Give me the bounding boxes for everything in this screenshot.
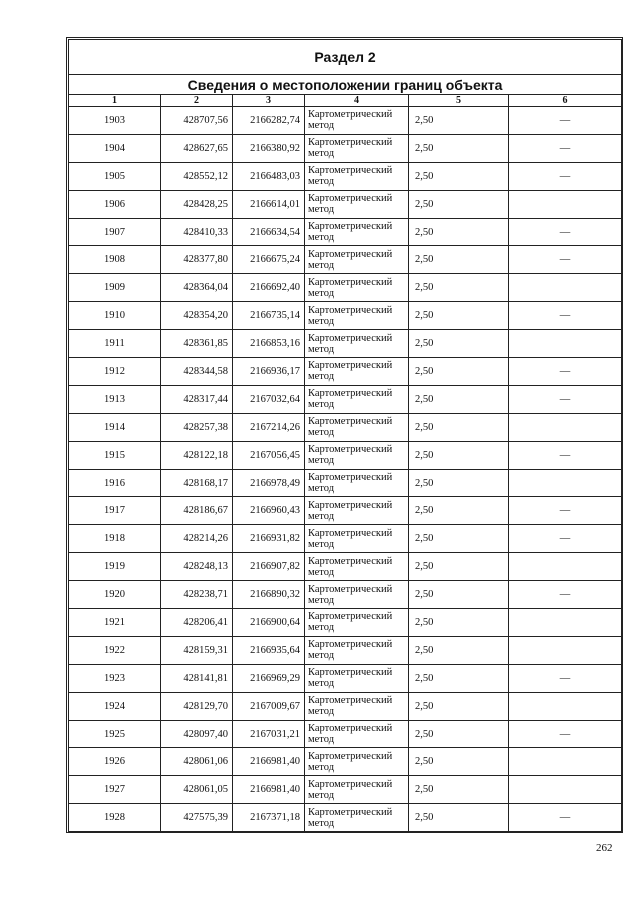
method-cell: Картометрический метод [305,553,409,581]
point-number-cell: 1920 [69,581,161,609]
accuracy-cell: 2,50 [409,330,509,358]
section-title: Раздел 2 [69,40,622,75]
accuracy-cell: 2,50 [409,190,509,218]
x-coordinate-cell: 428168,17 [161,469,233,497]
point-number-cell: 1908 [69,246,161,274]
table-row [69,609,622,637]
method-cell: Картометрический метод [305,246,409,274]
accuracy-cell: 2,50 [409,497,509,525]
point-number-cell: 1926 [69,748,161,776]
method-cell: Картометрический метод [305,525,409,553]
accuracy-cell: 2,50 [409,302,509,330]
y-coordinate-cell: 2166634,54 [233,218,305,246]
table-row [69,274,622,302]
method-cell: Картометрический метод [305,441,409,469]
note-cell: — [509,804,622,832]
method-cell: Картометрический метод [305,720,409,748]
method-cell: Картометрический метод [305,413,409,441]
table-row [69,553,622,581]
note-cell: — [509,218,622,246]
note-cell [509,609,622,637]
method-cell: Картометрический метод [305,190,409,218]
note-cell: — [509,385,622,413]
y-coordinate-cell: 2166978,49 [233,469,305,497]
x-coordinate-cell: 428364,04 [161,274,233,302]
y-coordinate-cell: 2166483,03 [233,162,305,190]
accuracy-cell: 2,50 [409,664,509,692]
y-coordinate-cell: 2166614,01 [233,190,305,218]
point-number-cell: 1912 [69,358,161,386]
x-coordinate-cell: 428707,56 [161,107,233,135]
x-coordinate-cell: 428248,13 [161,553,233,581]
accuracy-cell: 2,50 [409,246,509,274]
point-number-cell: 1913 [69,385,161,413]
point-number-cell: 1916 [69,469,161,497]
y-coordinate-cell: 2166692,40 [233,274,305,302]
column-header: 6 [509,95,622,107]
note-cell: — [509,581,622,609]
method-cell: Картометрический метод [305,218,409,246]
point-number-cell: 1919 [69,553,161,581]
accuracy-cell: 2,50 [409,385,509,413]
x-coordinate-cell: 428141,81 [161,664,233,692]
x-coordinate-cell: 428206,41 [161,609,233,637]
x-coordinate-cell: 428317,44 [161,385,233,413]
x-coordinate-cell: 428122,18 [161,441,233,469]
x-coordinate-cell: 428061,05 [161,776,233,804]
method-cell: Картометрический метод [305,581,409,609]
x-coordinate-cell: 428627,65 [161,134,233,162]
note-cell: — [509,525,622,553]
point-number-cell: 1927 [69,776,161,804]
note-cell [509,748,622,776]
note-cell [509,413,622,441]
method-cell: Картометрический метод [305,469,409,497]
point-number-cell: 1911 [69,330,161,358]
y-coordinate-cell: 2167032,64 [233,385,305,413]
note-cell: — [509,358,622,386]
x-coordinate-cell: 428361,85 [161,330,233,358]
point-number-cell: 1907 [69,218,161,246]
table-row [69,804,622,832]
point-number-cell: 1909 [69,274,161,302]
table-row [69,413,622,441]
y-coordinate-cell: 2167371,18 [233,804,305,832]
point-number-cell: 1904 [69,134,161,162]
point-number-cell: 1906 [69,190,161,218]
table-row [69,330,622,358]
x-coordinate-cell: 428061,06 [161,748,233,776]
note-cell: — [509,302,622,330]
table-row [69,218,622,246]
note-cell: — [509,107,622,135]
table-row [69,385,622,413]
accuracy-cell: 2,50 [409,107,509,135]
y-coordinate-cell: 2166969,29 [233,664,305,692]
x-coordinate-cell: 428159,31 [161,636,233,664]
accuracy-cell: 2,50 [409,525,509,553]
y-coordinate-cell: 2167056,45 [233,441,305,469]
column-header-row [69,95,622,107]
note-cell: — [509,720,622,748]
point-number-cell: 1917 [69,497,161,525]
accuracy-cell: 2,50 [409,413,509,441]
x-coordinate-cell: 428214,26 [161,525,233,553]
accuracy-cell: 2,50 [409,469,509,497]
table-row [69,358,622,386]
point-number-cell: 1915 [69,441,161,469]
page-number: 262 [596,842,613,854]
point-number-cell: 1910 [69,302,161,330]
note-cell: — [509,162,622,190]
table-row [69,692,622,720]
x-coordinate-cell: 428354,20 [161,302,233,330]
note-cell [509,692,622,720]
method-cell: Картометрический метод [305,748,409,776]
boundary-table [68,39,622,832]
accuracy-cell: 2,50 [409,162,509,190]
method-cell: Картометрический метод [305,804,409,832]
table-row [69,302,622,330]
column-header: 5 [409,95,509,107]
x-coordinate-cell: 428344,58 [161,358,233,386]
method-cell: Картометрический метод [305,776,409,804]
x-coordinate-cell: 428257,38 [161,413,233,441]
x-coordinate-cell: 428377,80 [161,246,233,274]
y-coordinate-cell: 2166735,14 [233,302,305,330]
column-header: 3 [233,95,305,107]
y-coordinate-cell: 2167031,21 [233,720,305,748]
y-coordinate-cell: 2166675,24 [233,246,305,274]
x-coordinate-cell: 428410,33 [161,218,233,246]
accuracy-cell: 2,50 [409,274,509,302]
method-cell: Картометрический метод [305,134,409,162]
method-cell: Картометрический метод [305,692,409,720]
point-number-cell: 1918 [69,525,161,553]
accuracy-cell: 2,50 [409,748,509,776]
table-row [69,720,622,748]
y-coordinate-cell: 2166931,82 [233,525,305,553]
method-cell: Картометрический метод [305,162,409,190]
table-row [69,636,622,664]
accuracy-cell: 2,50 [409,776,509,804]
point-number-cell: 1923 [69,664,161,692]
table-row [69,162,622,190]
table-row [69,246,622,274]
method-cell: Картометрический метод [305,385,409,413]
method-cell: Картометрический метод [305,664,409,692]
y-coordinate-cell: 2166900,64 [233,609,305,637]
note-cell: — [509,664,622,692]
table-row [69,107,622,135]
y-coordinate-cell: 2166907,82 [233,553,305,581]
y-coordinate-cell: 2166853,16 [233,330,305,358]
note-cell [509,553,622,581]
column-header: 2 [161,95,233,107]
point-number-cell: 1921 [69,609,161,637]
method-cell: Картометрический метод [305,609,409,637]
y-coordinate-cell: 2166981,40 [233,776,305,804]
y-coordinate-cell: 2166935,64 [233,636,305,664]
note-cell [509,469,622,497]
accuracy-cell: 2,50 [409,692,509,720]
method-cell: Картометрический метод [305,497,409,525]
note-cell [509,190,622,218]
accuracy-cell: 2,50 [409,218,509,246]
x-coordinate-cell: 428238,71 [161,581,233,609]
column-header: 1 [69,95,161,107]
y-coordinate-cell: 2167009,67 [233,692,305,720]
accuracy-cell: 2,50 [409,720,509,748]
note-cell [509,330,622,358]
table-row [69,441,622,469]
note-cell: — [509,441,622,469]
accuracy-cell: 2,50 [409,441,509,469]
y-coordinate-cell: 2166936,17 [233,358,305,386]
point-number-cell: 1905 [69,162,161,190]
point-number-cell: 1922 [69,636,161,664]
method-cell: Картометрический метод [305,636,409,664]
point-number-cell: 1928 [69,804,161,832]
x-coordinate-cell: 428129,70 [161,692,233,720]
note-cell: — [509,134,622,162]
method-cell: Картометрический метод [305,107,409,135]
column-header: 4 [305,95,409,107]
note-cell [509,636,622,664]
accuracy-cell: 2,50 [409,553,509,581]
x-coordinate-cell: 428097,40 [161,720,233,748]
table-row [69,581,622,609]
table-row [69,664,622,692]
method-cell: Картометрический метод [305,274,409,302]
accuracy-cell: 2,50 [409,581,509,609]
table-row [69,469,622,497]
table-row [69,134,622,162]
method-cell: Картометрический метод [305,330,409,358]
x-coordinate-cell: 428186,67 [161,497,233,525]
note-cell: — [509,246,622,274]
note-cell: — [509,497,622,525]
x-coordinate-cell: 427575,39 [161,804,233,832]
point-number-cell: 1924 [69,692,161,720]
y-coordinate-cell: 2166890,32 [233,581,305,609]
y-coordinate-cell: 2166380,92 [233,134,305,162]
table-row [69,190,622,218]
method-cell: Картометрический метод [305,358,409,386]
accuracy-cell: 2,50 [409,134,509,162]
point-number-cell: 1925 [69,720,161,748]
accuracy-cell: 2,50 [409,358,509,386]
accuracy-cell: 2,50 [409,609,509,637]
document-body [68,39,621,832]
y-coordinate-cell: 2166981,40 [233,748,305,776]
y-coordinate-cell: 2166282,74 [233,107,305,135]
x-coordinate-cell: 428552,12 [161,162,233,190]
table-row [69,776,622,804]
table-subtitle: Сведения о местоположении границ объекта [69,75,622,95]
accuracy-cell: 2,50 [409,804,509,832]
y-coordinate-cell: 2167214,26 [233,413,305,441]
point-number-cell: 1914 [69,413,161,441]
method-cell: Картометрический метод [305,302,409,330]
x-coordinate-cell: 428428,25 [161,190,233,218]
y-coordinate-cell: 2166960,43 [233,497,305,525]
note-cell [509,274,622,302]
accuracy-cell: 2,50 [409,636,509,664]
table-row [69,748,622,776]
point-number-cell: 1903 [69,107,161,135]
note-cell [509,776,622,804]
table-row [69,497,622,525]
table-row [69,525,622,553]
